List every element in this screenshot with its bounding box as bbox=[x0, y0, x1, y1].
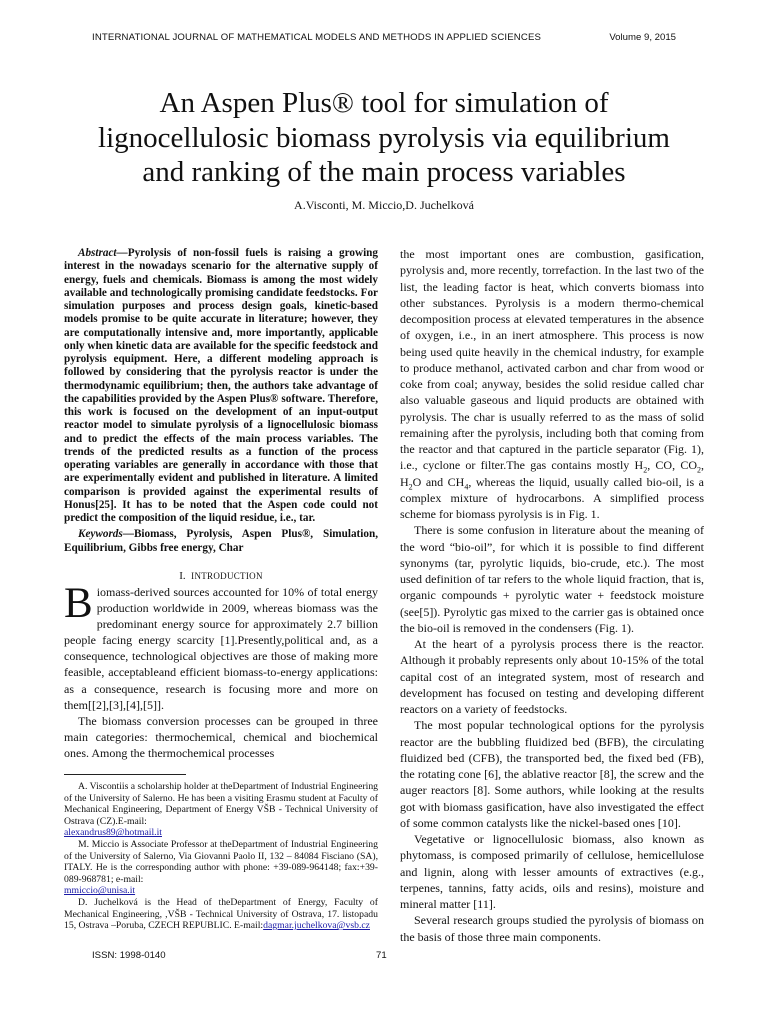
introduction-text bbox=[64, 580, 378, 761]
email-link[interactable]: mmiccio@unisa.it bbox=[64, 885, 136, 897]
drop-cap: B bbox=[64, 580, 93, 627]
body-paragraph: Vegetative or lignocellulosic biomass, also known as phytomass, is composed primarily of cellulose, hemicellulose and lignin, along with lesser amounts of extractives (e.g., terpenes, tannins, fatty acids, oils and resins), moisture and mineral matter [11]. bbox=[400, 832, 704, 911]
intro-paragraph: iomass-derived sources accounted for 10% of total energy production worldwide in 2009, whereas biomass was the predominant energy source for approximately 2.7 billion people facing energy scarcity [1].Presently,political and, as a consequence, technological objectives are those of making more feasible, acceptableand efficient biomass-to-energy applications: as a consequence, research is focusing more and more on them[[2],[3],[4],[5]]. bbox=[64, 585, 378, 712]
section-title: INTRODUCTION bbox=[191, 571, 263, 581]
footnote-text: D. Juchelková is the Head of theDepartment of Energy, Faculty of Mechanical Engineering, ,VŠB - Technical University of Ostrava, 17. listopadu 15, Ostrava –Poruba, CZECH REPUBLIC. E-mail: bbox=[64, 896, 378, 932]
footnotes bbox=[64, 781, 378, 932]
keywords-label: Keywords bbox=[78, 528, 123, 540]
volume-info: Volume 9, 2015 bbox=[609, 32, 676, 43]
abstract bbox=[64, 247, 378, 525]
author-list: A.Visconti, M. Miccio,D. Juchelková bbox=[294, 198, 474, 212]
section-heading bbox=[64, 570, 378, 582]
body-paragraph: At the heart of a pyrolysis process there is the reactor. Although it probably represents only about 10-15% of the total capital cost of an integrated system, most of research and development has focused on testing and developing different reactors on a variety of feedstocks. bbox=[400, 637, 704, 716]
keywords-text: —Biomass, Pyrolysis, Aspen Plus®, Simulation, Equilibrium, Gibbs free energy, Char bbox=[64, 528, 378, 554]
section-number: I. bbox=[179, 570, 186, 582]
body-paragraph: There is some confusion in literature about the meaning of the word “bio-oil”, for which it is possible to find different synonyms (tar, pyrolytic liquids, bio-crude, etc.). The most used definition of tar refers to the whole liquid fraction, that is, organic compounds + pyrolytic water + feedstock moisture (see[5]). Pyrolytic gas mixed to the carrier gas is obtained once the bio-oil is removed in the condensers (Fig. 1). bbox=[400, 523, 704, 635]
email-link[interactable]: alexandrus89@hotmail.it bbox=[64, 827, 162, 839]
footnote-rule bbox=[64, 774, 186, 775]
abstract-text: Pyrolysis of non-fossil fuels is raising a growing interest in the nowadays scenario for the alternative supply of energy, fuels and chemicals. Biomass is among the most widely available and technologically promising candidate feedstocks. For simulation purposes and process design goals, kinetic-based models promise to be quite accurate in literature; however, they are computationally intensive and, more importantly, applicable only when kinetic data are available for the specific feedstock and pyrolysis equipment. Here, a different modeling approach is followed by considering that the pyrolysis reactor is under the thermodynamic equilibrium; then, the authors take advantage of the capabilities provided by the Aspen Plus® software. Therefore, this work is focused on the development of an input-output reactor model to simulate pyrolysis of a lignocellulosic biomass and to predict the effects of the main process variables. The trends of the predicted results as a function of the process operating variables are generally in accordance with those that are experimentally evident and published in literature. A limited comparison is provided against the experimental results of Honus[25]. It has to be noted that the Aspen code could not predict the composition of the liquid residue, i.e., tar. bbox=[64, 247, 378, 524]
issn: ISSN: 1998-0140 bbox=[92, 950, 166, 961]
title-line: and ranking of the main process variables bbox=[142, 156, 626, 188]
body-paragraph: The most popular technological options for the pyrolysis reactor are the bubbling fluidized bed (BFB), the circulating fluidized bed (CFB), the transported bed, the fixed bed (FB), the rotating cone [6], the ablative reactor [8], the screw and the auger reactors [8]. Some authors, while looking at the results got with biomass gasification, have also investigated the effect of some common catalysts like the nickel-based ones [10]. bbox=[400, 718, 704, 830]
title-line: lignocellulosic biomass pyrolysis via equilibrium bbox=[98, 121, 670, 154]
email-link[interactable]: dagmar.juchelkova@vsb.cz bbox=[263, 920, 370, 932]
footnote-text: A. Viscontiis a scholarship holder at theDepartment of Industrial Engineering of the University of Salerno. He has been a visiting Erasmu student at Faculty of Mechanical Engineering, Department of Energy VŠB - Technical University of Ostrava (CZ).E-mail: bbox=[64, 781, 379, 827]
keywords bbox=[64, 528, 378, 555]
intro-paragraph: The biomass conversion processes can be grouped in three main categories: thermochemical, chemical and biochemical ones. Among the thermochemical processes bbox=[64, 713, 378, 760]
footnote-text: M. Miccio is Associate Professor at theDepartment of Industrial Engineering of the University of Salerno, Via Giovanni Paolo II, 132 – 84084 Fisciano (SA), ITALY. He is the corresponding author with phone: +39-089-964148; fax:+39-089-968781; e-mail: bbox=[64, 838, 378, 885]
running-header bbox=[92, 32, 676, 46]
abstract-label: Abstract— bbox=[78, 247, 128, 259]
body-paragraph: the most important ones are combustion, gasification, pyrolysis and, more recently, torrefaction. In the last two of the list, the leading factor is heat, which converts biomass into other substances. Pyrolysis is a modern thermo-chemical decomposition process at elevated temperatures in the absence of oxygen, i.e., in an inert atmosphere. This process is now being used quite heavily in the chemical industry, for example to produce methanol, activated carbon and char from wood or coke from coal; anyway, besides the solid residue called char also valuable gaseous and liquid products are obtained with pyrolysis. The char is usually referred to as the mass of solid remaining after the pyrolysis, including both that coming from the reactor and that captured in the particle separator (Fig. 1), i.e., cyclone or filter.The gas contains mostly $H_2$, CO, $CO_2$, $H_2O$ and $CH_4$, whereas the liquid, usually called bio-oil, is a complex mixture of hydrocarbons. A simplified process scheme for biomass pyrolysis is in Fig. 1. bbox=[400, 247, 704, 521]
title-line: An Aspen Plus® tool for simulation of bbox=[159, 87, 609, 119]
journal-name: INTERNATIONAL JOURNAL OF MATHEMATICAL MODELS AND METHODS IN APPLIED SCIENCES bbox=[92, 32, 542, 43]
right-column-text bbox=[400, 246, 704, 945]
page-number: 71 bbox=[376, 950, 387, 961]
paper-title bbox=[60, 86, 708, 190]
body-paragraph: Several research groups studied the pyrolysis of biomass on the basis of those three main components. bbox=[400, 913, 704, 944]
